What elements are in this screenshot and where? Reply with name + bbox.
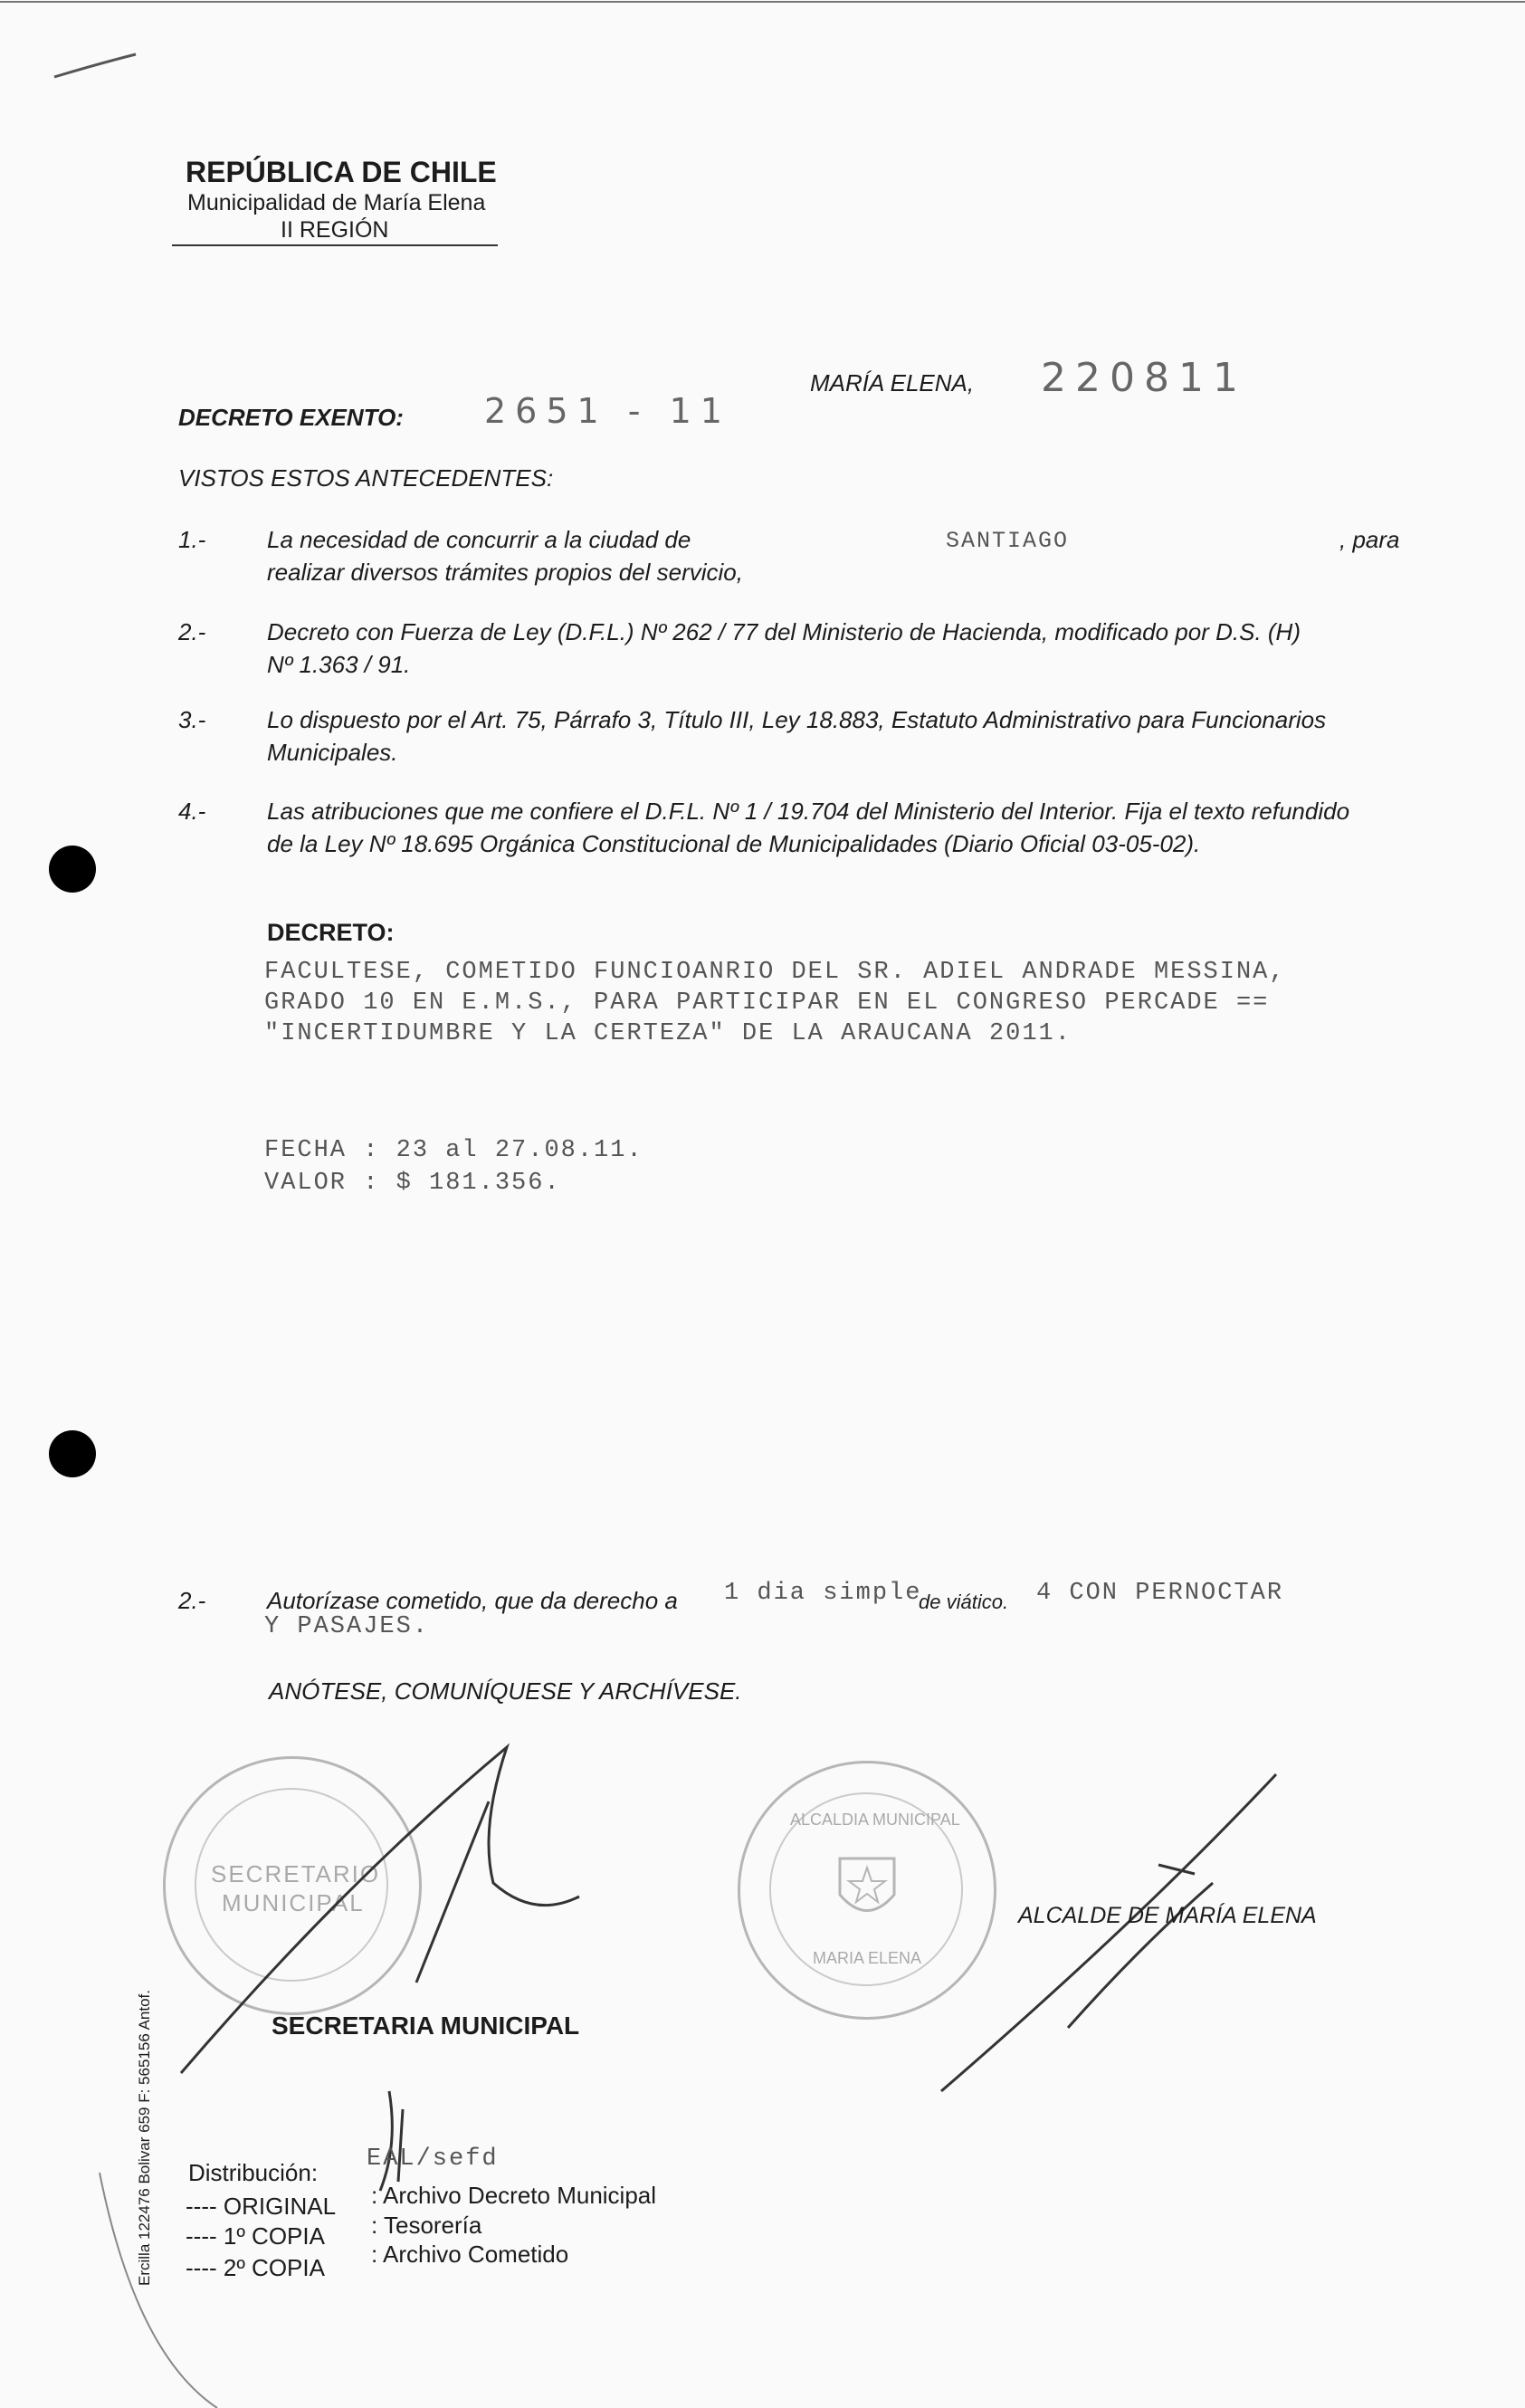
closing-text: ANÓTESE, COMUNÍQUESE Y ARCHÍVESE.: [269, 1677, 742, 1705]
item2-viatico: de viático.: [919, 1591, 1009, 1613]
decreto-line-1: FACULTESE, COMETIDO FUNCIOANRIO DEL SR. ADIEL ANDRADE MESSINA,: [264, 959, 1286, 986]
distribution-dest-original: : Archivo Decreto Municipal: [371, 2182, 657, 2209]
decreto-fecha: FECHA : 23 al 27.08.11.: [264, 1137, 643, 1164]
distribution-initials: EAL/sefd: [367, 2145, 499, 2173]
distribution-copy-1: ---- 1º COPIA: [186, 2222, 325, 2250]
antecedents-heading: VISTOS ESTOS ANTECEDENTES:: [178, 464, 554, 492]
decree-number: 2651 - 11: [484, 391, 731, 431]
antecedent-1-number: 1.-: [178, 526, 206, 553]
stamp-left-bottom: MUNICIPAL: [222, 1889, 365, 1916]
side-note: Ercilla 122476 Bolivar 659 F: 565156 Antof.: [136, 1990, 153, 2286]
distribution-dest-2: : Archivo Cometido: [371, 2241, 569, 2268]
antecedent-3-number: 3.-: [178, 706, 206, 733]
antecedent-2-text: Decreto con Fuerza de Ley (D.F.L.) Nº 262 / 77 del Ministerio de Hacienda, modificado por D.S. (H): [267, 618, 1301, 645]
decree-date: 220811: [1041, 355, 1247, 401]
distribution-copy-original: ---- ORIGINAL: [186, 2193, 337, 2220]
header-country: REPÚBLICA DE CHILE: [186, 156, 497, 188]
item2-text: Autorízase cometido, que da derecho a: [267, 1587, 678, 1614]
item2-typed-2: 4 CON PERNOCTAR: [1036, 1580, 1284, 1607]
decreto-valor: VALOR : $ 181.356.: [264, 1170, 561, 1197]
decreto-heading: DECRETO:: [267, 919, 395, 946]
mayor-signature-label: ALCALDE DE MARÍA ELENA: [1018, 1903, 1317, 1928]
item2-typed-3: Y PASAJES.: [264, 1613, 430, 1640]
antecedent-3-text-2: Municipales.: [267, 739, 398, 766]
antecedent-1-text-2: realizar diversos trámites propios del servicio,: [267, 559, 743, 586]
antecedent-4-number: 4.-: [178, 798, 206, 825]
antecedent-1-suffix: , para: [1339, 526, 1400, 553]
antecedent-4-text-2: de la Ley Nº 18.695 Orgánica Constitucional de Municipalidades (Diario Oficial 03-05-02).: [267, 830, 1201, 857]
header-region: II REGIÓN: [281, 217, 389, 243]
antecedent-2-text-2: Nº 1.363 / 91.: [267, 651, 411, 678]
antecedent-3-text: Lo dispuesto por el Art. 75, Párrafo 3, Título III, Ley 18.883, Estatuto Administrativo para Funcionarios: [267, 706, 1327, 733]
antecedent-1-text: La necesidad de concurrir a la ciudad de: [267, 526, 691, 553]
antecedent-1-city: SANTIAGO: [946, 528, 1070, 554]
place-label: MARÍA ELENA,: [810, 369, 975, 397]
secretary-signature-label: SECRETARIA MUNICIPAL: [272, 2011, 580, 2040]
stamp-right-top: ALCALDIA MUNICIPAL: [790, 1811, 960, 1829]
distribution-dest-1: : Tesorería: [371, 2212, 482, 2239]
header-municipality: Municipalidad de María Elena: [187, 190, 486, 215]
stamp-right-bottom: MARIA ELENA: [813, 1949, 922, 1967]
antecedent-4-text: Las atribuciones que me confiere el D.F.L. Nº 1 / 19.704 del Ministerio del Interior. Fija el texto refundido: [267, 798, 1350, 825]
distribution-label: Distribución:: [188, 2159, 319, 2186]
antecedent-2-number: 2.-: [178, 618, 206, 645]
decree-label: DECRETO EXENTO:: [178, 404, 404, 431]
decreto-line-2: GRADO 10 EN E.M.S., PARA PARTICIPAR EN EL CONGRESO PERCADE ==: [264, 989, 1270, 1017]
item2-number: 2.-: [178, 1587, 206, 1614]
item2-typed: 1 dia simple: [724, 1580, 922, 1607]
distribution-copy-2: ---- 2º COPIA: [186, 2254, 325, 2281]
stamp-left-top: SECRETARIO: [211, 1860, 381, 1887]
decreto-line-3: "INCERTIDUMBRE Y LA CERTEZA" DE LA ARAUCANA 2011.: [264, 1020, 1072, 1047]
